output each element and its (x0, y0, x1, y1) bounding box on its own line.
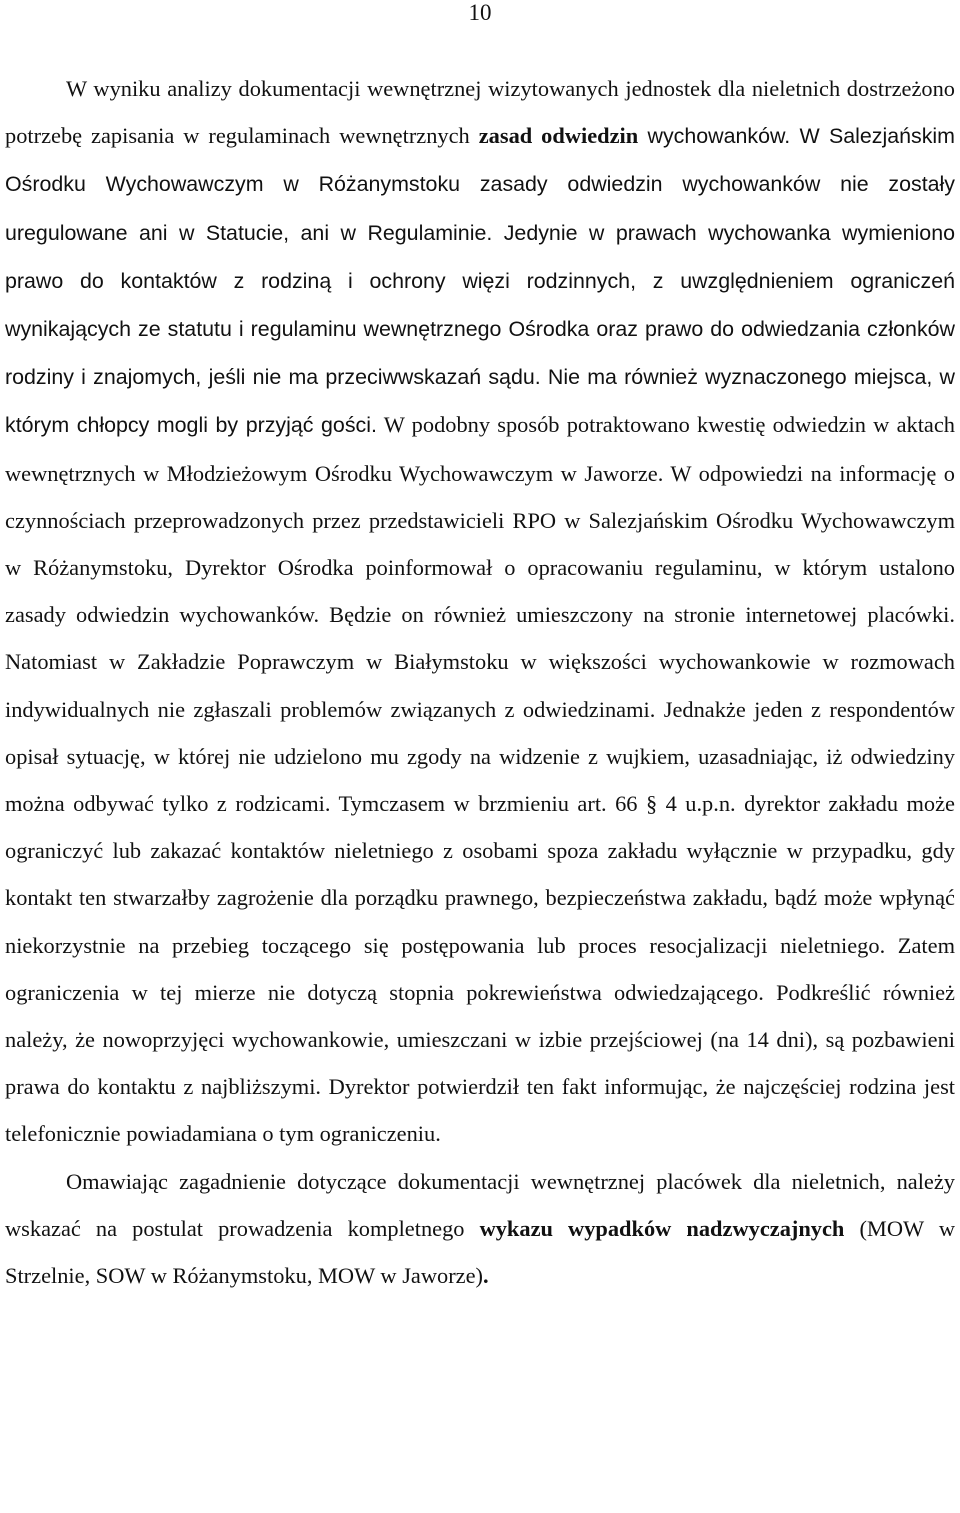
bold-phrase-wykaz-wypadkow: wykazu wypadków nadzwyczajnych (479, 1215, 845, 1241)
paragraph-segment: W podobny sposób potraktowano kwestię odwiedzin w aktach wewnętrznych w Młodzieżowym Ośrodku Wychowawczym w Jaworze. W odpowiedzi na informację o czynnościach przeprowadzonych przez przedstawicieli RPO w Salezjańskim Ośrodku Wychowawczym w Różanymstoku, Dyrektor Ośrodka poinformował o opracowaniu regulaminu, w którym ustalono zasady odwiedzin wychowanków. Będzie on również umieszczony na stronie internetowej placówki. Natomiast w Zakładzie Poprawczym w Białymstoku w większości wychowankowie w rozmowach indywidualnych nie zgłaszali problemów związanych z odwiedzinami. Jednakże jeden z respondentów opisał sytuację, w której nie udzielono mu zgody na widzenie z wujkiem, uzasadniając, iż odwiedziny można odbywać tylko z rodzicami. Tymczasem w brzmieniu art. 66 § 4 u.p.n. dyrektor zakładu może ograniczyć lub zakazać kontaktów nieletniego z osobami spoza zakładu wyłącznie w przypadku, gdy kontakt ten stwarzałby zagrożenie dla porządku prawnego, bezpieczeństwa zakładu, bądź może wpłynąć niekorzystnie na przebieg toczącego się postępowania lub proces resocjalizacji nieletniego. Zatem ograniczenia w tej mierze nie dotyczą stopnia pokrewieństwa odwiedzającego. Podkreślić również należy, że nowoprzyjęci wychowankowie, umieszczani w izbie przejściowej (na 14 dni), są pozbawieni prawa do kontaktu z najbliższymi. Dyrektor potwierdził ten fakt informując, że najczęściej rodzina jest telefonicznie powiadamiana o tym ograniczeniu. (5, 412, 955, 1147)
paragraph-segment: Omawiając zagadnienie dotyczące dokumentacji wewnętrznej placówek dla nieletnich, należy wskazać na postulat prowadzenia kompletnego (5, 1168, 955, 1241)
paragraph-incident-register (5, 1158, 955, 1300)
paragraph-final-period: . (483, 1263, 489, 1289)
bold-phrase-zasad-odwiedzin: zasad odwiedzin (478, 123, 639, 149)
page-number: 10 (468, 0, 492, 25)
document-body (5, 65, 955, 1299)
paragraph-visits (5, 65, 955, 1158)
paragraph-segment: W wyniku analizy dokumentacji wewnętrznej wizytowanych jednostek dla nieletnich dostrzeżono potrzebę zapisania w regulaminach wewnętrznych (5, 76, 955, 149)
paragraph-segment: wychowanków. W Salezjańskim Ośrodku Wychowawczym w Różanymstoku zasady odwiedzin wychowanków nie zostały uregulowane ani w Statucie, ani w Regulaminie. Jedynie w prawach wychowanka wymieniono prawo do kontaktów z rodziną i ochrony więzi rodzinnych, z uwzględnieniem ograniczeń wynikających ze statutu i regulaminu wewnętrznego Ośrodka oraz prawo do odwiedzania członków rodziny i znajomych, jeśli nie ma przeciwwskazań sądu. Nie ma również wyznaczonego miejsca, w którym chłopcy mogli by przyjąć gości. (5, 124, 955, 438)
paragraph-segment: (MOW w Strzelnie, SOW w Różanymstoku, MOW w Jaworze) (5, 1215, 955, 1289)
